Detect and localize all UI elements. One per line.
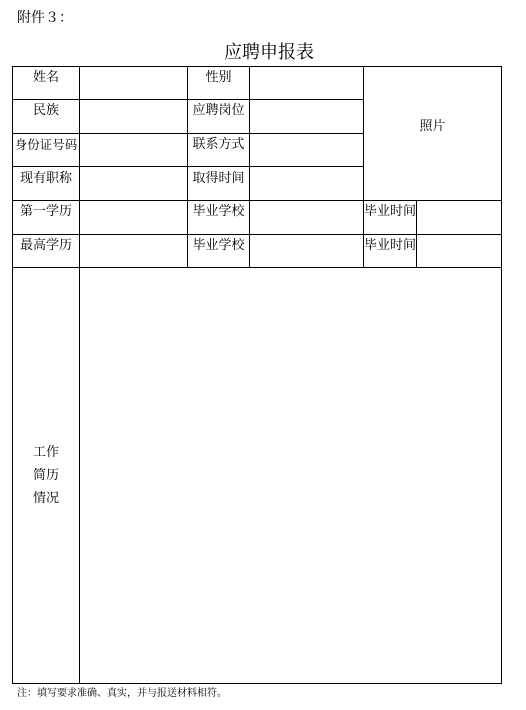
col-divider-2 (187, 66, 188, 267)
gender-field[interactable] (250, 67, 363, 99)
label-work-history-line-2: 简历 (32, 468, 59, 483)
form-title: 应聘申报表 (224, 42, 314, 63)
label-highest-degree: 最高学历 (19, 238, 72, 253)
label-grad-time-1: 毕业时间 (364, 204, 417, 219)
grad-time-2-field[interactable] (417, 235, 501, 267)
grad-school-1-field[interactable] (250, 201, 363, 234)
label-work-history (13, 441, 79, 510)
label-grad-time-2: 毕业时间 (364, 238, 417, 253)
label-work-history-line-1: 工作 (32, 445, 59, 460)
highest-degree-field[interactable] (80, 235, 187, 267)
label-position: 应聘岗位 (192, 103, 245, 118)
label-contact: 联系方式 (192, 137, 245, 152)
label-work-history-line-3: 情况 (32, 491, 59, 506)
label-grad-school-2: 毕业学校 (192, 238, 245, 253)
name-field[interactable] (80, 67, 187, 99)
grad-time-1-field[interactable] (417, 201, 501, 234)
label-photo: 照片 (419, 119, 446, 134)
footer-note: 注：填写要求准确、真实，并与报送材料相符。 (17, 688, 227, 699)
position-field[interactable] (250, 100, 363, 133)
label-ethnicity: 民族 (32, 103, 59, 118)
label-current-title: 现有职称 (19, 171, 72, 186)
table-border-left (12, 66, 13, 684)
label-id-number: 身份证号码 (14, 137, 78, 152)
label-gender: 性别 (205, 70, 232, 85)
ethnicity-field[interactable] (80, 100, 187, 133)
grad-school-2-field[interactable] (250, 235, 363, 267)
acquired-time-field[interactable] (250, 167, 363, 200)
attachment-label: 附件３： (17, 10, 73, 26)
work-history-field[interactable] (80, 268, 501, 683)
label-first-degree: 第一学历 (19, 204, 72, 219)
label-grad-school-1: 毕业学校 (192, 204, 245, 219)
label-acquired-time: 取得时间 (192, 171, 245, 186)
label-name: 姓名 (32, 70, 59, 85)
first-degree-field[interactable] (80, 201, 187, 234)
current-title-field[interactable] (80, 167, 187, 200)
id-number-field[interactable] (80, 134, 187, 166)
table-border-right (501, 66, 502, 684)
contact-field[interactable] (250, 134, 363, 166)
